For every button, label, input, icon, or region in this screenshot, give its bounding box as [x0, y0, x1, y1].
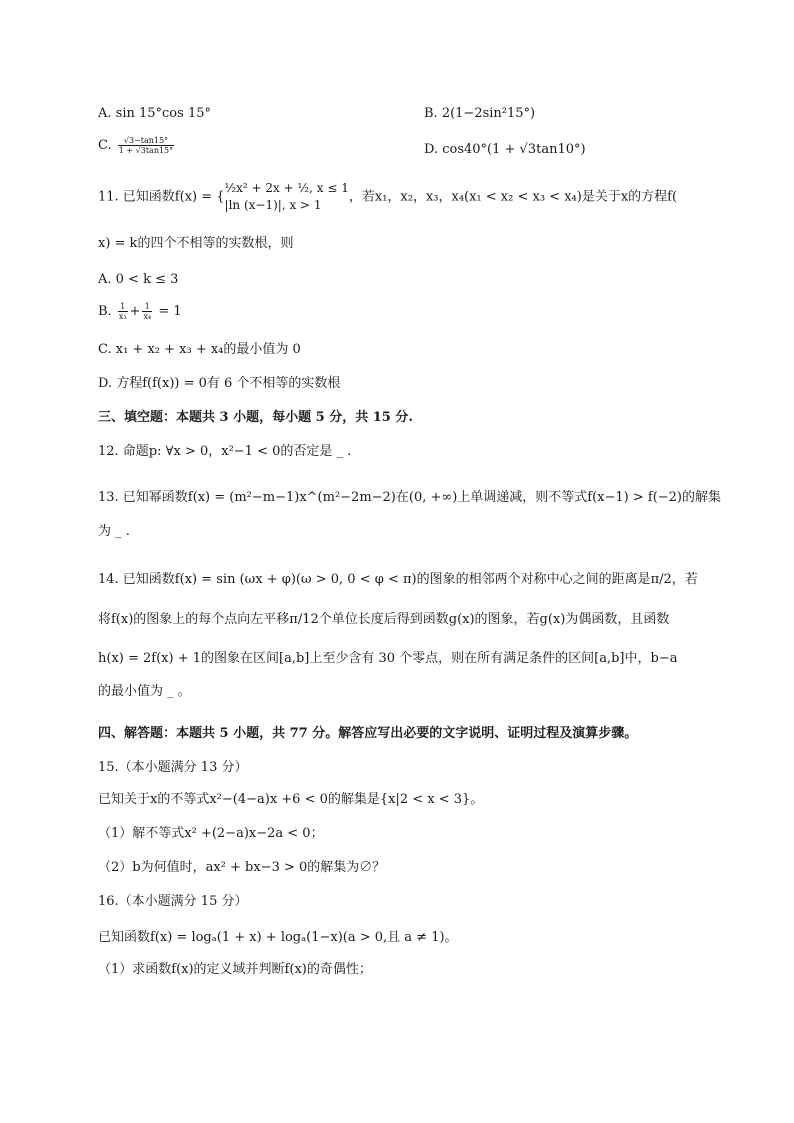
q16-header: 16.（本小题满分 15 分） — [98, 894, 248, 909]
q11-option-b-frac2-den: x₄ — [143, 312, 152, 322]
q10-option-c-label: C. — [98, 138, 112, 154]
q11-prefix: 11. 已知函数f(x) = { — [98, 189, 225, 205]
q10-option-c-numerator: √3−tan15° — [118, 136, 174, 146]
q10-option-d: D. cos40°(1 + √3tan10°) — [424, 142, 586, 157]
q10-option-b: B. 2(1−2sin²15°) — [424, 106, 536, 121]
q11-option-b-label: B. — [98, 304, 112, 320]
q15-part1: （1）解不等式x² +(2−a)x−2a < 0； — [98, 826, 324, 841]
q11-piece-2: |ln (x−1)|, x > 1 — [224, 197, 322, 212]
q11-suffix: ，若x₁，x₂，x₃，x₄(x₁ < x₂ < x₃ < x₄)是关于x的方程f( — [348, 189, 678, 205]
q15-part2: （2）b为何值时，ax² + bx−3 > 0的解集为∅？ — [98, 860, 386, 875]
q11-option-b-frac2-num: 1 — [142, 302, 152, 312]
q16-stem: 已知函数f(x) = logₐ(1 + x) + logₐ(1−x)(a > 0,且 a ≠ 1)。 — [98, 930, 458, 945]
q16-part1: （1）求函数f(x)的定义域并判断f(x)的奇偶性； — [98, 962, 372, 977]
q11-option-b-frac1-num: 1 — [118, 302, 128, 312]
q14-line1: 14. 已知函数f(x) = sin (ωx + φ)(ω > 0, 0 < φ < π)的图象的相邻两个对称中心之间的距离是π/2，若 — [98, 572, 698, 587]
q11-option-b-frac2 — [142, 302, 152, 321]
q11-piecewise — [225, 180, 349, 214]
q11-stem-line2: x) = k的四个不相等的实数根，则 — [98, 236, 294, 251]
q11-option-b: B. $\frac{1}{\text{x₃}}$ + $\frac{1}{\text{x₄}}$ = 1 — [98, 302, 182, 322]
q14-line2: 将f(x)的图象上的每个点向左平移π/12个单位长度后得到函数g(x)的图象，若g(x)为偶函数，且函数 — [98, 612, 670, 627]
q11-option-b-rhs: = 1 — [158, 304, 182, 320]
q10-option-c-denominator: 1 + √3tan15° — [118, 146, 174, 156]
q11-option-d: D. 方程f(f(x)) = 0有 6 个不相等的实数根 — [98, 376, 341, 391]
q10-option-a: A. sin 15°cos 15° — [98, 106, 211, 121]
q10-option-c-fraction — [118, 136, 174, 155]
q14-line3: h(x) = 2f(x) + 1的图象在区间[a,b]上至少含有 30 个零点，则在所有满足条件的区间[a,b]中，b−a — [98, 651, 678, 666]
q11-stem — [98, 180, 677, 214]
q11-option-b-frac1-den: x₃ — [118, 312, 127, 322]
q13-line2: 为 _ . — [98, 524, 130, 539]
q13-line1: 13. 已知幂函数f(x) = (m²−m−1)x^(m²−2m−2)在(0, +∞)上单调递减，则不等式f(x−1) > f(−2)的解集 — [98, 490, 722, 505]
q10-option-c — [98, 136, 176, 155]
q11-piece-1: ½x² + 2x + ½, x ≤ 1 — [224, 181, 349, 195]
q12-text: 12. 命题p: ∀x > 0，x²−1 < 0的否定是 _ . — [98, 444, 352, 459]
q14-line4: 的最小值为 _ 。 — [98, 684, 191, 699]
q11-option-b-frac1 — [118, 302, 128, 321]
section-4-heading: 四、解答题：本题共 5 小题，共 77 分。解答应写出必要的文字说明、证明过程及演算步骤。 — [98, 726, 638, 741]
q15-header: 15.（本小题满分 13 分） — [98, 760, 248, 775]
section-3-heading: 三、填空题：本题共 3 小题，每小题 5 分，共 15 分. — [98, 410, 413, 425]
q15-stem: 已知关于x的不等式x²−(4−a)x +6 < 0的解集是{x|2 < x < 3}。 — [98, 792, 484, 807]
q11-option-a: A. 0 < k ≤ 3 — [98, 272, 179, 287]
q11-option-c: C. x₁ + x₂ + x₃ + x₄的最小值为 0 — [98, 342, 301, 357]
